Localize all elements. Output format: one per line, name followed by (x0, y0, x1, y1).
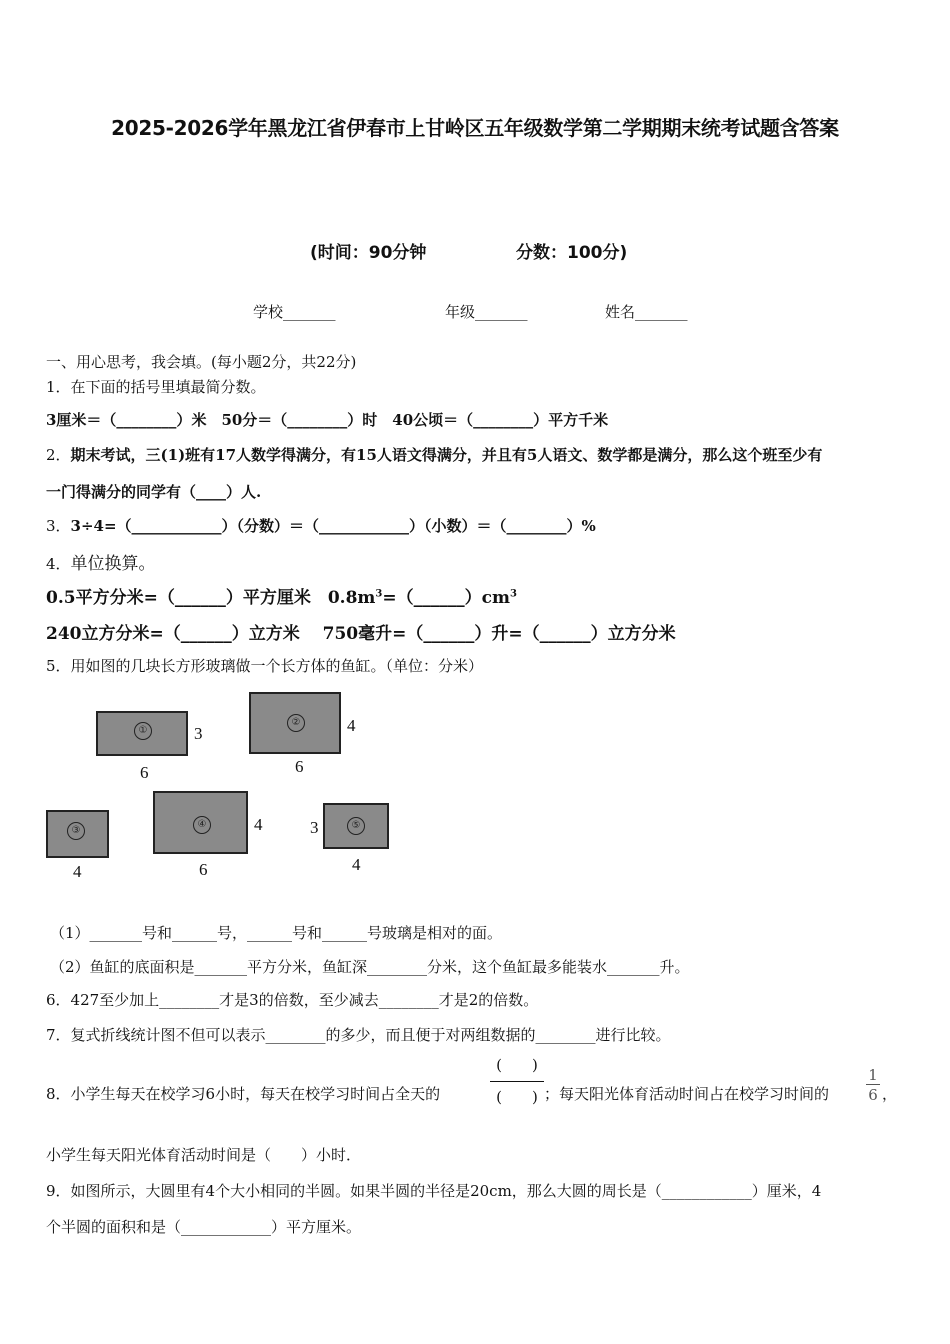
piece-width: 6 (140, 763, 149, 782)
question-text: 如图所示，大圆里有4个大小相同的半圆。如果半圆的半径是20cm，那么大圆的周长是（____________）厘米，4 (70, 1182, 822, 1200)
question-1 (46, 376, 266, 397)
piece-height: 4 (347, 716, 356, 735)
exam-time: (时间：90分钟 (310, 243, 427, 263)
page-title: 2025-2026学年黑龙江省伊春市上甘岭区五年级数学第二学期期末统考试题含答案 (111, 116, 839, 140)
question-text: 单位换算。 (70, 554, 156, 574)
piece-label: ⑤ (347, 817, 365, 835)
question-2 (46, 444, 822, 465)
question-text: 小学生每天在校学习6小时，每天在校学习时间占全天的 (70, 1085, 441, 1103)
piece-label: ③ (67, 822, 85, 840)
question-number: 8． (46, 1085, 71, 1103)
question-text: 复式折线统计图不但可以表示________的多少，而且便于对两组数据的________进行比较。 (70, 1026, 671, 1044)
question-number: 7． (46, 1026, 71, 1044)
grade-field: 年级_______ (445, 303, 528, 321)
piece-width: 6 (199, 860, 208, 879)
comma: ， (882, 1085, 898, 1103)
piece-width: 6 (295, 757, 304, 776)
question-text: 期末考试，三(1)班有17人数学得满分，有15人语文得满分，并且有5人语文、数学都是满分，那么这个班至少有 (70, 446, 823, 464)
exam-score: 分数：100分) (516, 243, 628, 263)
question-4-line1 (46, 583, 517, 608)
section-heading: 一、用心思考，我会填。(每小题2分，共22分) (46, 353, 357, 371)
question-7 (46, 1024, 671, 1045)
question-text: 3÷4=（____________）（分数）＝（____________）（小数）＝（________）% (70, 517, 596, 535)
question-number: 6． (46, 991, 71, 1009)
fraction-one-sixth (866, 1066, 880, 1104)
question-8-cont: ；每天阳光体育活动时间占在校学习时间的 (544, 1085, 830, 1103)
question-4 (46, 549, 156, 574)
question-number: 3． (46, 517, 71, 535)
piece-height: 3 (194, 724, 203, 743)
piece-label: ② (287, 714, 305, 732)
question-text: 427至少加上________才是3的倍数，至少减去________才是2的倍数。 (70, 991, 539, 1009)
question-5-sub2: （2）鱼缸的底面积是_______平方分米，鱼缸深________分米，这个鱼缸最多能装水_______升。 (50, 958, 690, 976)
fraction-denominator: ( ) (490, 1081, 544, 1107)
answer-fraction (490, 1054, 544, 1107)
question-1-line: 3厘米＝（________）米 50分＝（________）时 40公顷＝（________）平方千米 (46, 411, 609, 429)
superscript: 3 (509, 588, 517, 600)
question-text: 用如图的几块长方形玻璃做一个长方体的鱼缸。（单位：分米） (70, 657, 484, 675)
unit-line-a: 0.5平方分米=（______）平方厘米 0.8m (46, 588, 376, 608)
school-field: 学校_______ (253, 303, 336, 321)
piece-label: ④ (193, 816, 211, 834)
question-9-line2: 个半圆的面积和是（____________）平方厘米。 (46, 1218, 362, 1236)
piece-width: 4 (352, 855, 361, 874)
piece-height: 4 (254, 815, 263, 834)
question-9 (46, 1180, 821, 1201)
question-number: 5． (46, 657, 71, 675)
question-text: 在下面的括号里填最简分数。 (70, 378, 266, 396)
name-field: 姓名_______ (605, 303, 688, 321)
question-5-sub1: （1）_______号和______号，______号和______号玻璃是相对的面。 (50, 924, 503, 942)
question-8-line2: 小学生每天阳光体育活动时间是（ ）小时． (46, 1146, 362, 1164)
question-number: 4． (46, 555, 71, 573)
fraction-denominator: 6 (866, 1084, 880, 1104)
question-3 (46, 515, 596, 536)
question-6 (46, 989, 538, 1010)
fraction-numerator: 1 (868, 1066, 878, 1084)
piece-height: 3 (310, 818, 319, 837)
piece-width: 4 (73, 862, 82, 881)
question-2-line2: 一门得满分的同学有（____）人. (46, 483, 262, 501)
unit-line-b: =（______）cm (382, 588, 510, 608)
superscript: 3 (375, 588, 383, 600)
question-8 (46, 1083, 440, 1104)
question-4-line2: 240立方分米=（______）立方米 750毫升=（______）升=（______）立方分米 (46, 624, 676, 644)
fraction-numerator: ( ) (496, 1056, 538, 1074)
question-5 (46, 655, 483, 676)
question-number: 2． (46, 446, 71, 464)
piece-label: ① (134, 722, 152, 740)
question-number: 1． (46, 378, 71, 396)
question-number: 9． (46, 1182, 71, 1200)
